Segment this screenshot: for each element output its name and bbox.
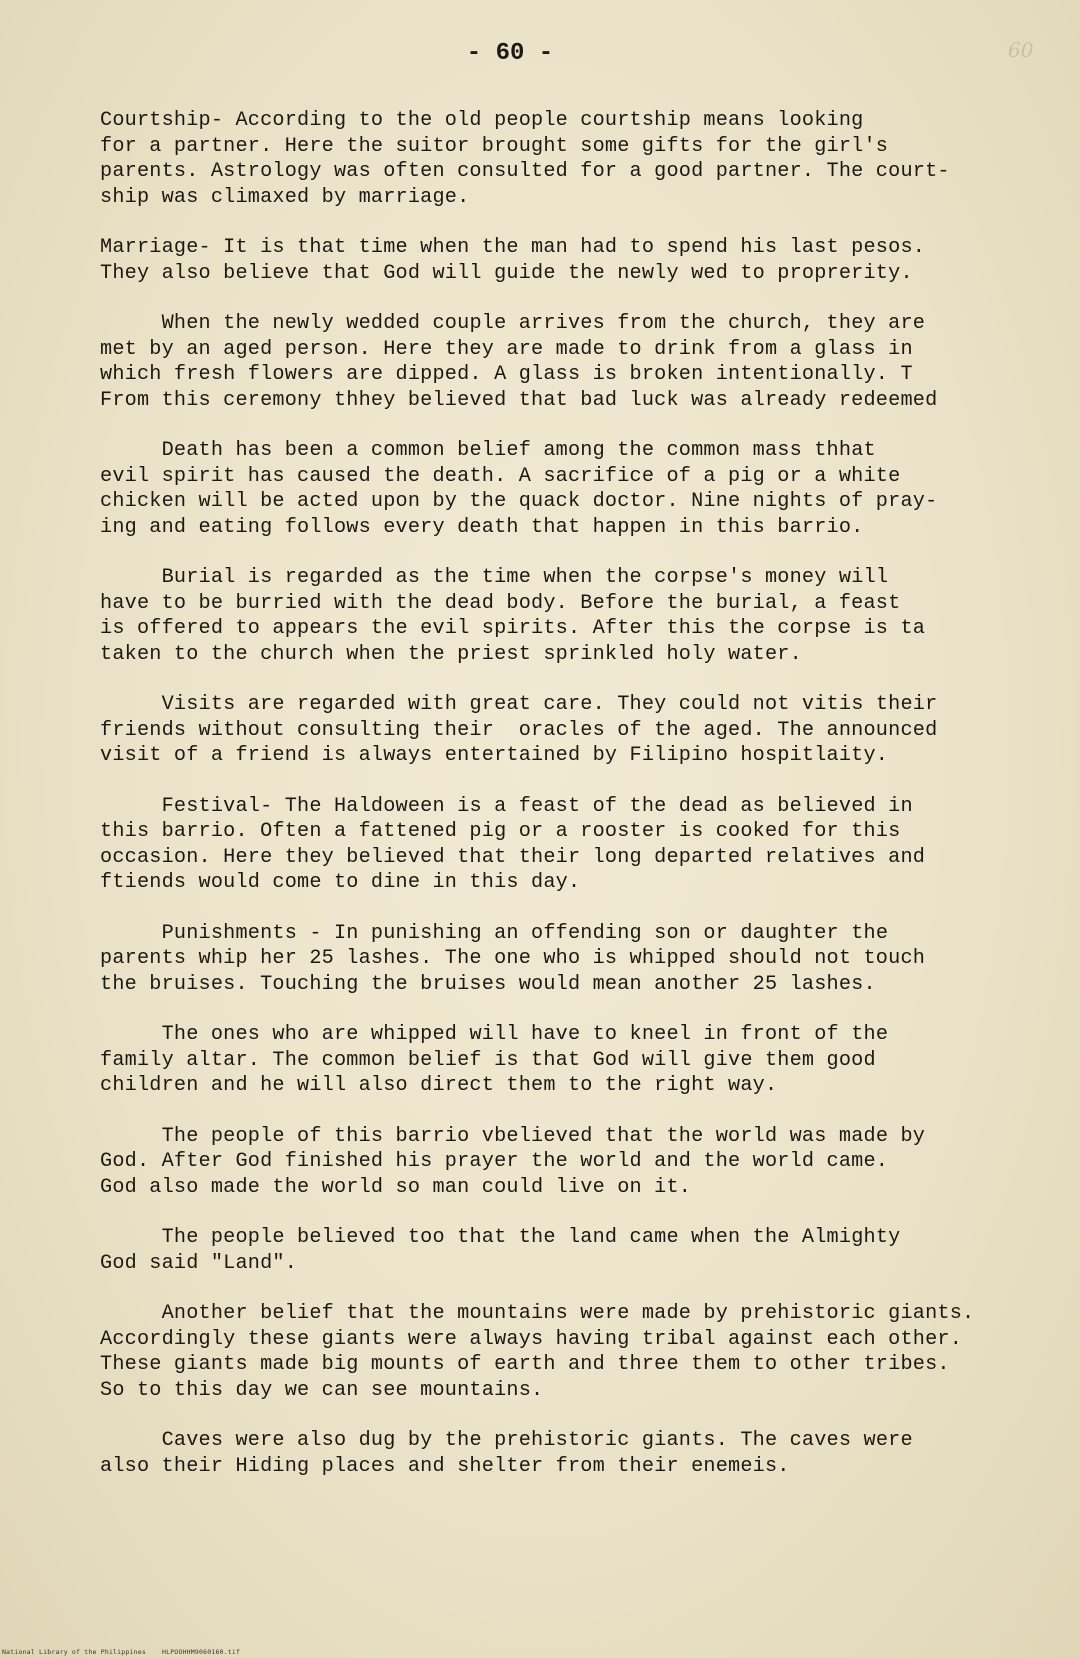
line-text: Burial is regarded as the time when the corpse's money will — [161, 566, 889, 589]
text-line — [100, 261, 1060, 287]
text-line — [100, 159, 1060, 185]
line-text: Punishments - In punishing an offending son or daughter the — [161, 921, 889, 945]
line-text: is offered to appears the evil spirits. After this the corpse is ta — [100, 617, 926, 640]
line-text: Death has been a common belief among the common mass thhat — [161, 439, 876, 462]
line-text: They also believe that God will guide the newly wed to proprerity. — [100, 261, 913, 285]
line-text: family altar. The common belief is that God will give them good — [100, 1048, 876, 1072]
paragraph-indent — [100, 795, 162, 818]
text-line — [100, 1251, 1060, 1277]
paragraph-indent — [100, 1125, 162, 1148]
line-text: parents. Astrology was often consulted for a good partner. The court- — [100, 160, 950, 183]
text-line — [100, 235, 1060, 261]
text-line — [100, 1327, 1060, 1353]
line-text: also their Hiding places and shelter from their enemeis. — [100, 1454, 790, 1478]
line-text: Caves were also dug by the prehistoric giants. The caves were — [161, 1429, 913, 1452]
text-line — [100, 870, 1060, 896]
paragraph-indent — [100, 922, 162, 945]
line-text: Another belief that the mountains were made by prehistoric giants. — [161, 1302, 975, 1325]
line-text: parents whip her 25 lashes. The one who is whipped should not touch — [100, 947, 926, 970]
paragraph-indent — [100, 1226, 162, 1249]
line-text: ship was climaxed by marriage. — [100, 185, 470, 209]
line-text: Visits are regarded with great care. They could not vitis their — [161, 693, 938, 716]
text-line — [100, 692, 1060, 718]
line-text: met by an aged person. Here they are made to drink from a glass in — [100, 337, 913, 361]
text-line — [100, 794, 1060, 820]
text-line — [100, 1428, 1060, 1454]
paragraph — [100, 235, 1060, 286]
text-line — [100, 362, 1060, 388]
line-text: for a partner. Here the suitor brought some gifts for the girl's — [100, 134, 889, 158]
line-text: God. After God finished his prayer the world and the world came. — [100, 1150, 889, 1173]
text-line — [100, 718, 1060, 744]
line-text: The people of this barrio vbelieved that the world was made by — [161, 1124, 926, 1148]
text-line — [100, 1048, 1060, 1074]
text-line — [100, 1352, 1060, 1378]
line-text: have to be burried with the dead body. Before the burial, a feast — [100, 591, 901, 615]
text-line — [100, 438, 1060, 464]
page-number: - 60 - — [466, 40, 554, 67]
paragraph — [100, 108, 1060, 210]
paragraph — [100, 921, 1060, 998]
text-line — [100, 1225, 1060, 1251]
line-text: children and he will also direct them to the right way. — [100, 1074, 778, 1097]
paragraph — [100, 1301, 1060, 1403]
text-line — [100, 616, 1060, 642]
text-line — [100, 337, 1060, 363]
paragraph — [100, 311, 1060, 413]
line-text: taken to the church when the priest sprinkled holy water. — [100, 642, 802, 666]
paragraph — [100, 1225, 1060, 1276]
text-line — [100, 515, 1060, 541]
text-line — [100, 946, 1060, 972]
text-line — [100, 1073, 1060, 1099]
text-line — [100, 642, 1060, 668]
paragraph-indent — [100, 693, 162, 716]
text-line — [100, 134, 1060, 160]
line-text: God said "Land". — [100, 1251, 298, 1275]
pencil-page-mark: 60 — [1008, 38, 1034, 62]
paragraph — [100, 794, 1060, 896]
text-line — [100, 565, 1060, 591]
text-line — [100, 1149, 1060, 1175]
line-text: this barrio. Often a fattened pig or a rooster is cooked for this — [100, 820, 901, 843]
text-line — [100, 921, 1060, 947]
paragraph-indent — [100, 1429, 162, 1452]
line-text: the bruises. Touching the bruises would mean another 25 lashes. — [100, 972, 876, 996]
line-text: From this ceremony thhey believed that bad luck was already redeemed — [100, 388, 938, 412]
line-text: Accordingly these giants were always having tribal against each other. — [100, 1327, 963, 1351]
text-line — [100, 311, 1060, 337]
text-line — [100, 185, 1060, 211]
line-text: occasion. Here they believed that their long departed relatives and — [100, 845, 926, 869]
line-text: visit of a friend is always entertained by Filipino hospitlaity. — [100, 744, 889, 767]
line-text: which fresh flowers are dipped. A glass is broken intentionally. T — [100, 363, 913, 386]
text-line — [100, 1175, 1060, 1201]
line-text: friends without consulting their oracles of the aged. The announced — [100, 718, 938, 742]
paragraph-indent — [100, 312, 162, 335]
footer-library: National Library of the Philippines — [2, 1648, 146, 1656]
line-text: chicken will be acted upon by the quack doctor. Nine nights of pray- — [100, 490, 938, 513]
line-text: ing and eating follows every death that happen in this barrio. — [100, 515, 864, 539]
text-line — [100, 464, 1060, 490]
line-text: The ones who are whipped will have to kneel in front of the — [161, 1023, 889, 1046]
line-text: So to this day we can see mountains. — [100, 1378, 544, 1402]
text-line — [100, 972, 1060, 998]
text-line — [100, 1378, 1060, 1404]
text-line — [100, 1124, 1060, 1150]
line-text: When the newly wedded couple arrives from the church, they are — [161, 312, 926, 335]
line-text: Marriage- It is that time when the man had to spend his last pesos. — [100, 236, 926, 259]
document-body — [100, 108, 1060, 1504]
text-line — [100, 1022, 1060, 1048]
paragraph — [100, 692, 1060, 769]
footer-filename: HLPOOHHM9060160.tif — [161, 1648, 241, 1656]
text-line — [100, 591, 1060, 617]
text-line — [100, 743, 1060, 769]
paragraph-indent — [100, 1023, 162, 1046]
paragraph — [100, 1022, 1060, 1099]
text-line — [100, 845, 1060, 871]
line-text: God also made the world so man could live on it. — [100, 1175, 692, 1199]
paragraph-indent — [100, 566, 162, 589]
text-line — [100, 819, 1060, 845]
paragraph — [100, 1124, 1060, 1201]
line-text: evil spirit has caused the death. A sacrifice of a pig or a white — [100, 464, 901, 488]
text-line — [100, 1301, 1060, 1327]
text-line — [100, 108, 1060, 134]
line-text: The people believed too that the land came when the Almighty — [161, 1226, 901, 1249]
line-text: ftiends would come to dine in this day. — [100, 871, 581, 894]
text-line — [100, 489, 1060, 515]
text-line — [100, 388, 1060, 414]
scan-footer — [2, 1648, 240, 1656]
line-text: These giants made big mounts of earth and three them to other tribes. — [100, 1353, 950, 1376]
paragraph-indent — [100, 439, 162, 462]
paragraph — [100, 438, 1060, 540]
line-text: Festival- The Haldoween is a feast of the dead as believed in — [161, 794, 913, 818]
paragraph — [100, 1428, 1060, 1479]
line-text: Courtship- According to the old people courtship means looking — [100, 109, 864, 132]
paragraph-indent — [100, 1302, 162, 1325]
paragraph — [100, 565, 1060, 667]
text-line — [100, 1454, 1060, 1480]
